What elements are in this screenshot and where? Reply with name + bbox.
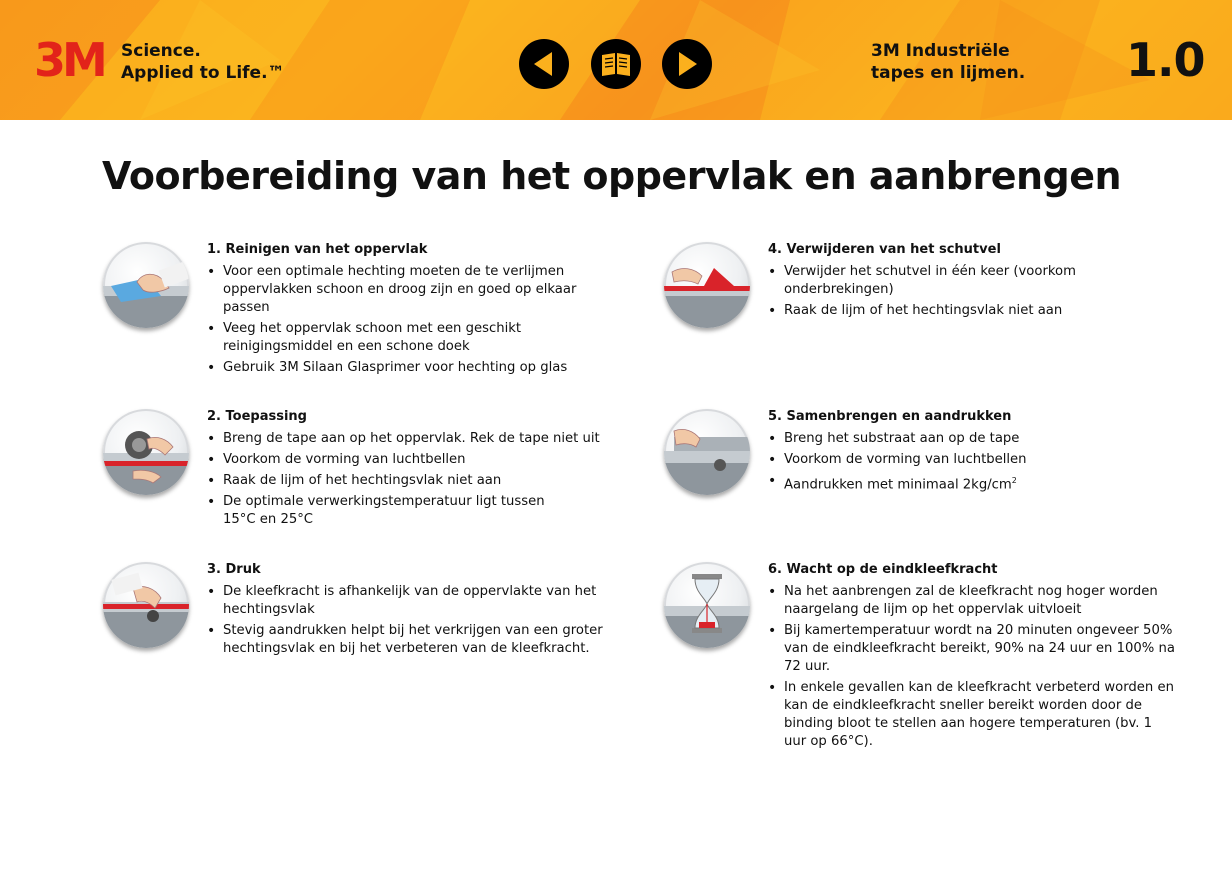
- list-item: • Gebruik 3M Silaan Glasprimer voor hechting op glas: [207, 359, 607, 377]
- step-4-bullets: [768, 263, 1178, 320]
- step-1-bullets: [207, 263, 607, 377]
- tagline-line-1: Science.: [121, 41, 201, 61]
- list-item: • Voorkom de vorming van luchtbellen: [207, 451, 607, 469]
- header-title-line-1: 3M Industriële: [871, 41, 1010, 61]
- join-substrate-illustration: [664, 409, 750, 495]
- step-2-heading: 2. Toepassing: [207, 409, 307, 424]
- step-2-bullets: [207, 430, 607, 529]
- book-icon: [591, 39, 641, 89]
- header-banner: [0, 0, 1232, 120]
- step-1-heading: 1. Reinigen van het oppervlak: [207, 242, 428, 257]
- forward-arrow-icon: [662, 39, 712, 89]
- pressure-value-text: Aandrukken met minimaal 2kg/cm: [784, 477, 1012, 493]
- list-item: • Breng het substraat aan op de tape: [768, 430, 1178, 448]
- list-item: • De kleefkracht is afhankelijk van de oppervlakte van het hechtingsvlak: [207, 583, 607, 619]
- header-section-title: [871, 40, 1025, 84]
- list-item: • Voorkom de vorming van luchtbellen: [768, 451, 1178, 469]
- back-arrow-icon: [519, 39, 569, 89]
- liner-removal-illustration: [664, 242, 750, 328]
- list-item: [768, 472, 1178, 494]
- step-3-heading: 3. Druk: [207, 562, 261, 577]
- tagline-line-2: Applied to Life.™: [121, 63, 285, 83]
- list-item: • Breng de tape aan op het oppervlak. Rek de tape niet uit: [207, 430, 607, 448]
- step-6-bullets: [768, 583, 1178, 751]
- tape-applicator-illustration: [103, 409, 189, 495]
- 3m-logo[interactable]: 3M: [34, 33, 104, 87]
- superscript-exponent: 2: [1011, 476, 1017, 485]
- list-item: • Bij kamertemperatuur wordt na 20 minuten ongeveer 50% van de eindkleefkracht bereikt, 90% na 24 uur en 100% na 72 uur.: [768, 622, 1178, 676]
- cleaning-illustration: [103, 242, 189, 328]
- list-item: • Raak de lijm of het hechtingsvlak niet aan: [207, 472, 607, 490]
- step-4-heading: 4. Verwijderen van het schutvel: [768, 242, 1001, 257]
- list-item: • Na het aanbrengen zal de kleefkracht nog hoger worden naargelang de lijm op het oppervlak uitvloeit: [768, 583, 1178, 619]
- contents-button[interactable]: [591, 39, 641, 89]
- list-item: • De optimale verwerkingstemperatuur ligt tussen 15°C en 25°C: [207, 493, 553, 529]
- chapter-number: 1.0: [1126, 33, 1205, 87]
- header-title-line-2: tapes en lijmen.: [871, 63, 1026, 83]
- next-page-button[interactable]: [662, 39, 712, 89]
- step-6-heading: 6. Wacht op de eindkleefkracht: [768, 562, 998, 577]
- pressure-roller-illustration: [103, 562, 189, 648]
- step-5-bullets: [768, 430, 1178, 494]
- page-title: Voorbereiding van het oppervlak en aanbrengen: [102, 154, 1122, 198]
- step-5-heading: 5. Samenbrengen en aandrukken: [768, 409, 1012, 424]
- list-item: • Veeg het oppervlak schoon met een geschikt reinigingsmiddel en een schone doek: [207, 320, 607, 356]
- list-item: • Raak de lijm of het hechtingsvlak niet aan: [768, 302, 1178, 320]
- step-3-bullets: [207, 583, 607, 658]
- list-item: • Voor een optimale hechting moeten de te verlijmen oppervlakken schoon en droog zijn en goed op elkaar passen: [207, 263, 607, 317]
- list-item: • In enkele gevallen kan de kleefkracht verbeterd worden en kan de eindkleefkracht sneller bereikt worden door de binding bloot te stellen aan hogere temperaturen (bv. 1 uur op 66°C).: [768, 679, 1178, 751]
- hourglass-illustration: [664, 562, 750, 648]
- previous-page-button[interactable]: [519, 39, 569, 89]
- brand-tagline: [121, 40, 285, 84]
- list-item: • Verwijder het schutvel in één keer (voorkom onderbrekingen): [768, 263, 1084, 299]
- list-item: • Stevig aandrukken helpt bij het verkrijgen van een groter hechtingsvlak en bij het verbeteren van de kleefkracht.: [207, 622, 607, 658]
